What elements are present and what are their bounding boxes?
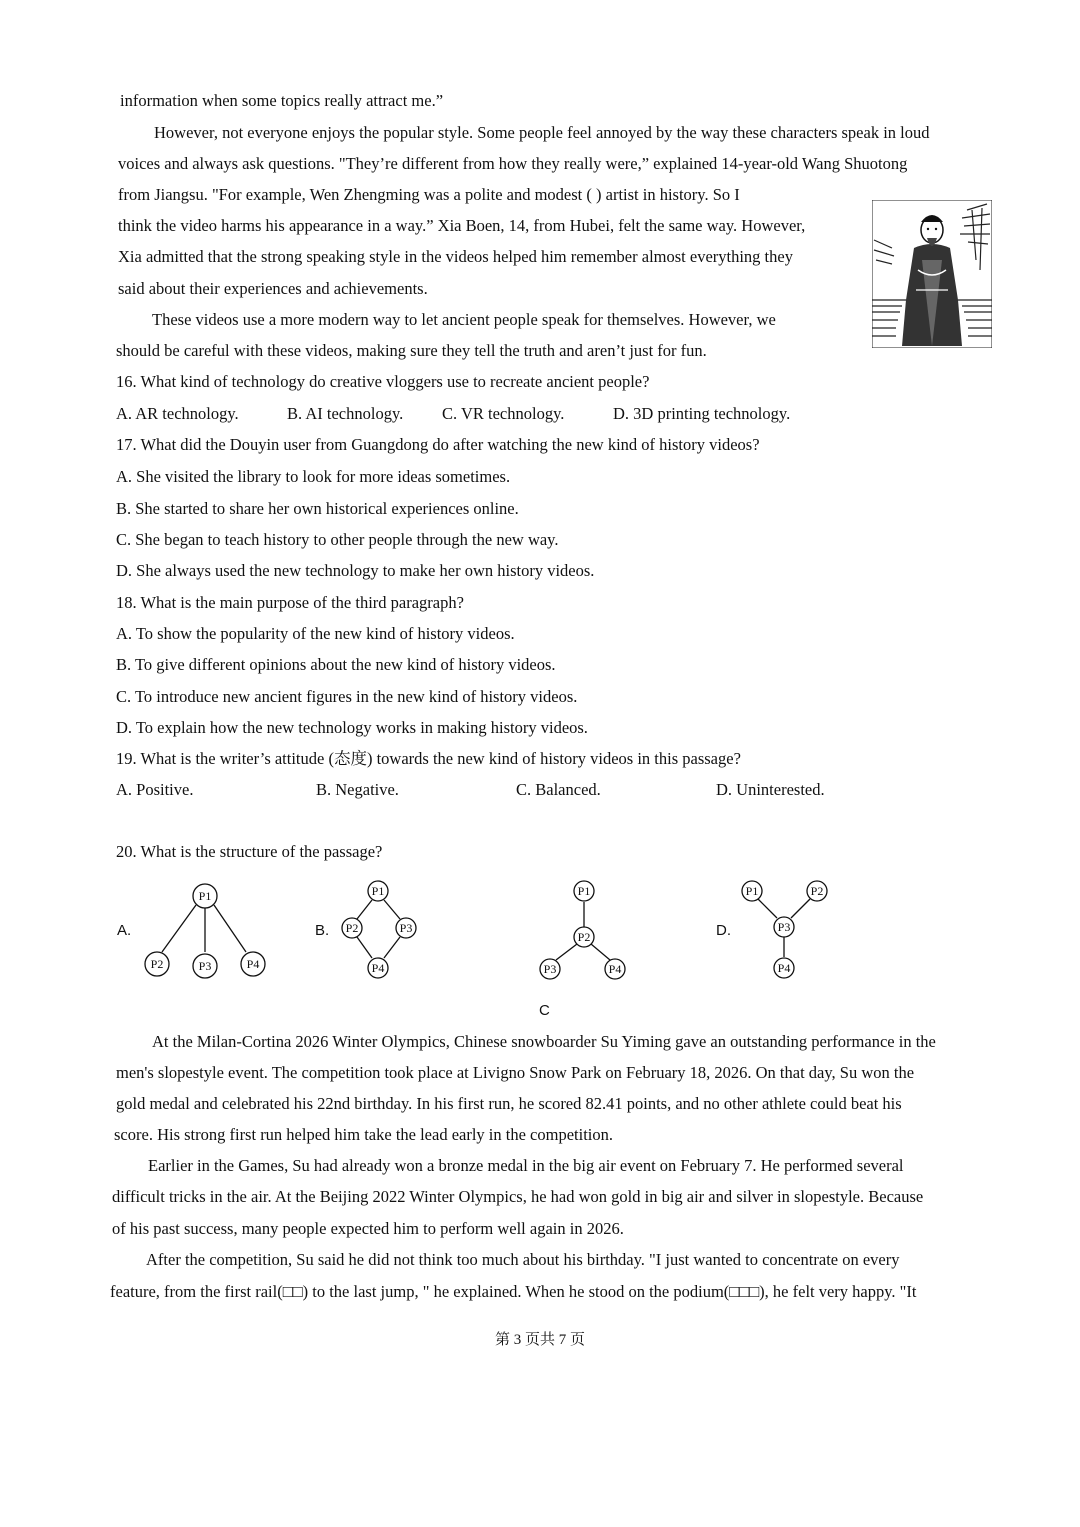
passage-line: should be careful with these videos, making sure they tell the truth and aren’t just for fun. — [116, 341, 707, 360]
passage-line: of his past success, many people expected him to perform well again in 2026. — [112, 1219, 624, 1238]
option-b[interactable]: B. To give different opinions about the new kind of history videos. — [116, 655, 556, 674]
question-stem: 20. What is the structure of the passage? — [116, 842, 383, 861]
question-stem: 16. What kind of technology do creative vloggers use to recreate ancient people? — [116, 372, 650, 391]
node-label: P3 — [777, 920, 791, 934]
passage-line: difficult tricks in the air. At the Beijing 2022 Winter Olympics, he had won gold in big air and silver in slopestyle. Because — [112, 1187, 924, 1206]
passage-line: gold medal and celebrated his 22nd birthday. In his first run, he scored 82.41 points, and no other athlete could beat his — [116, 1094, 902, 1113]
passage-line: Earlier in the Games, Su had already won a bronze medal in the big air event on February 7. He performed several — [148, 1156, 904, 1175]
passage-line: information when some topics really attract me.” — [120, 91, 444, 110]
option-a[interactable]: A. Positive. — [116, 780, 194, 799]
passage-line: feature, from the first rail(□□) to the last jump, " he explained. When he stood on the podium(□□□), he felt very happy. "It — [110, 1282, 917, 1301]
node-label: P3 — [399, 921, 413, 935]
question-stem: 17. What did the Douyin user from Guangdong do after watching the new kind of history videos? — [116, 435, 760, 454]
node-label: P2 — [577, 930, 591, 944]
option-b-label[interactable]: B. — [315, 922, 330, 939]
option-b[interactable]: B. Negative. — [316, 780, 399, 799]
option-a-label[interactable]: A. — [117, 922, 132, 939]
node-label: P4 — [371, 961, 385, 975]
passage-line: Xia admitted that the strong speaking style in the videos helped him remember almost everything they — [118, 247, 793, 266]
option-c[interactable]: C. Balanced. — [516, 780, 601, 799]
passage-line: said about their experiences and achievements. — [118, 279, 428, 298]
node-label: P1 — [577, 884, 591, 898]
option-d[interactable]: D. 3D printing technology. — [613, 404, 791, 423]
passage-line: men's slopestyle event. The competition took place at Livigno Snow Park on February 18, 2026. On that day, Su won the — [116, 1063, 915, 1082]
node-label: P4 — [608, 962, 622, 976]
option-d-label[interactable]: D. — [716, 922, 731, 939]
ancient-scholar-illustration — [872, 200, 992, 348]
node-label: P1 — [198, 889, 212, 903]
node-label: P2 — [345, 921, 359, 935]
passage-line: After the competition, Su said he did not think too much about his birthday. "I just wanted to concentrate on every — [146, 1250, 900, 1269]
node-label: P3 — [543, 962, 557, 976]
option-b[interactable]: B. She started to share her own historical experiences online. — [116, 499, 519, 518]
node-label: P4 — [777, 961, 791, 975]
option-a[interactable]: A. To show the popularity of the new kind of history videos. — [116, 624, 515, 643]
option-d[interactable]: D. Uninterested. — [716, 780, 825, 799]
option-c[interactable]: C. She began to teach history to other people through the new way. — [116, 530, 559, 549]
node-label: P2 — [150, 957, 164, 971]
option-c-label[interactable]: C — [539, 1002, 550, 1019]
node-label: P3 — [198, 959, 212, 973]
option-a[interactable]: A. She visited the library to look for more ideas sometimes. — [116, 467, 511, 486]
option-d[interactable]: D. To explain how the new technology works in making history videos. — [116, 718, 588, 737]
question-stem: 19. What is the writer’s attitude (态度) towards the new kind of history videos in this passage? — [116, 749, 741, 768]
passage-line: from Jiangsu. "For example, Wen Zhengming was a polite and modest ( ) artist in history. So I — [118, 185, 740, 204]
passage-line: score. His strong first run helped him take the lead early in the competition. — [114, 1125, 613, 1144]
node-label: P1 — [371, 884, 385, 898]
node-label: P2 — [810, 884, 824, 898]
option-c[interactable]: C. VR technology. — [442, 404, 565, 423]
passage-line: think the video harms his appearance in a way.” Xia Boen, 14, from Hubei, felt the same way. However, — [118, 216, 806, 235]
option-c[interactable]: C. To introduce new ancient figures in the new kind of history videos. — [116, 687, 578, 706]
passage-line: At the Milan-Cortina 2026 Winter Olympics, Chinese snowboarder Su Yiming gave an outstanding performance in the — [152, 1032, 936, 1051]
option-b[interactable]: B. AI technology. — [287, 404, 404, 423]
passage-line: voices and always ask questions. "They’re different from how they really were,” explained 14-year-old Wang Shuotong — [118, 154, 908, 173]
page-footer: 第 3 页共 7 页 — [494, 1332, 585, 1348]
option-a[interactable]: A. AR technology. — [116, 404, 239, 423]
passage-line: However, not everyone enjoys the popular style. Some people feel annoyed by the way these characters speak in loud — [154, 123, 930, 142]
passage-line: These videos use a more modern way to let ancient people speak for themselves. However, we — [152, 310, 776, 329]
question-stem: 18. What is the main purpose of the third paragraph? — [116, 593, 464, 612]
option-d[interactable]: D. She always used the new technology to make her own history videos. — [116, 561, 595, 580]
node-label: P4 — [246, 957, 260, 971]
node-label: P1 — [745, 884, 759, 898]
structure-diagrams — [0, 872, 1080, 992]
